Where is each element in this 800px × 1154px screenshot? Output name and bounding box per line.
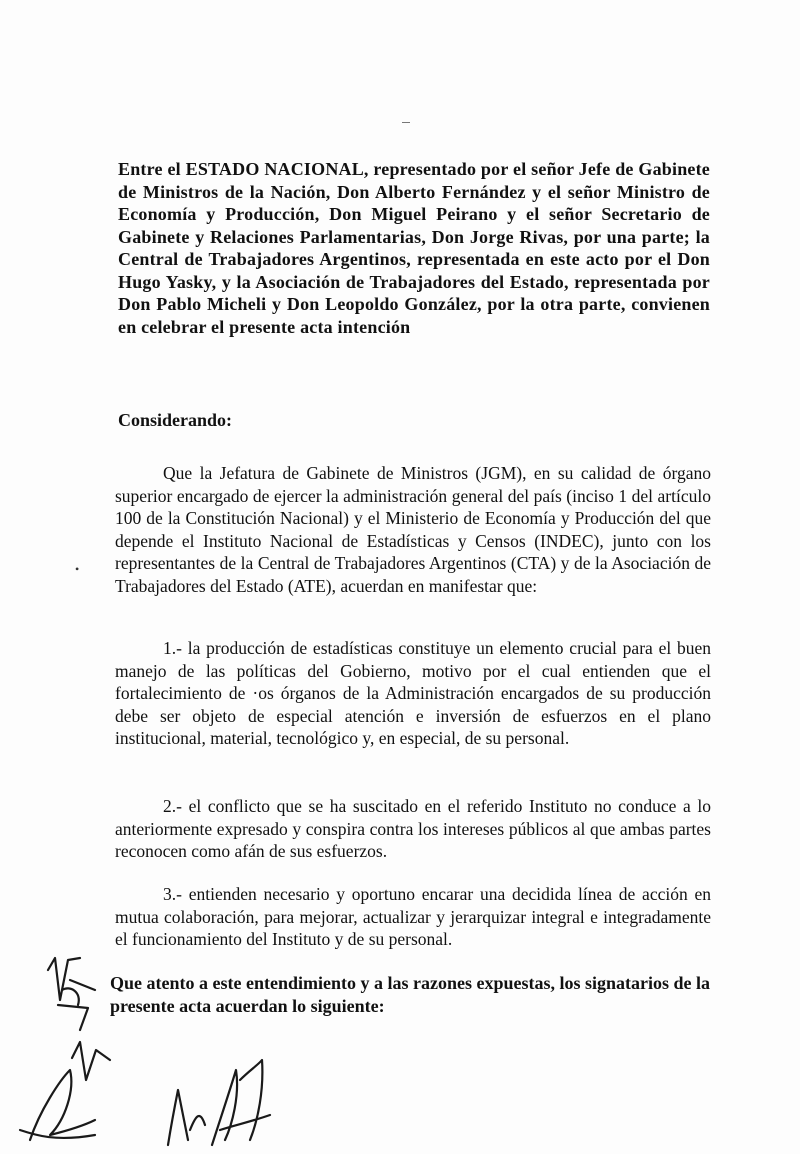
- point-3-paragraph: 3.- entienden necesario y oportuno encarar una decidida línea de acción en mutua colaboración, para mejorar, actualizar y jerarquizar integral e integradamente el funcionamiento del Instituto y de su personal.: [115, 884, 711, 949]
- section-heading: Considerando:: [118, 410, 233, 430]
- handwritten-signatures: [0, 930, 300, 1154]
- considerando-paragraph: Que la Jefatura de Gabinete de Ministros (JGM), en su calidad de órgano superior encargado de ejercer la administración general del país (inciso 1 del artículo 100 de la Constitución Nacional) y el Ministerio de Economía y Producción del que depende el Instituto Nacional de Estadísticas y Censos (INDEC), junto con los representantes de la Central de Trabajadores Argentinos (CTA) y de la Asociación de Trabajadores del Estado (ATE), acuerdan en manifestar que:: [115, 463, 711, 596]
- closing-paragraph: Que atento a este entendimiento y a las razones expuestas, los signatarios de la presente acta acuerdan lo siguiente:: [110, 973, 710, 1016]
- intro-paragraph: Entre el ESTADO NACIONAL, representado por el señor Jefe de Gabinete de Ministros de la Nación, Don Alberto Fernández y el señor Ministro de Economía y Producción, Don Miguel Peirano y el señor Secretario de Gabinete y Relaciones Parlamentarias, Don Jorge Rivas, por una parte; la Central de Trabajadores Argentinos, representada en este acto por el Don Hugo Yasky, y la Asociación de Trabajadores del Estado, representada por Don Pablo Micheli y Don Leopoldo González, por la otra parte, convienen en celebrar el presente acta intención: [118, 159, 710, 337]
- margin-mark: •: [75, 562, 80, 576]
- scan-mark: [402, 122, 410, 123]
- point-2-paragraph: 2.- el conflicto que se ha suscitado en el referido Instituto no conduce a lo anteriormente expresado y conspira contra los intereses públicos al que ambas partes reconocen como afán de sus esfuerzos.: [115, 796, 711, 861]
- point-1-paragraph: 1.- la producción de estadísticas constituye un elemento crucial para el buen manejo de las políticas del Gobierno, motivo por el cual entienden que el fortalecimiento de ·os órganos de la Administración encargados de su producción debe ser objeto de especial atención e inversión de esfuerzos en el plano institucional, material, tecnológico y, en especial, de su personal.: [115, 638, 711, 748]
